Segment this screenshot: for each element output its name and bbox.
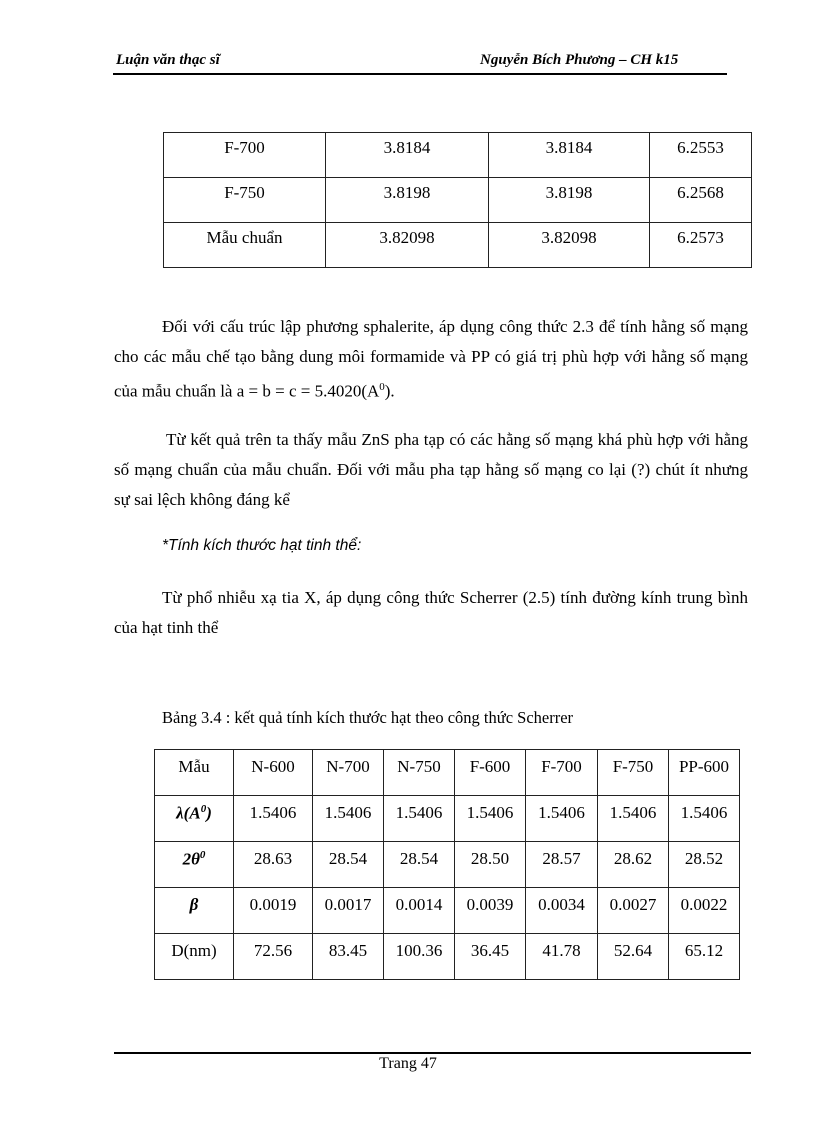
header-left: Luận văn thạc sĩ (116, 52, 220, 68)
lambda-symbol: λ(A (176, 803, 201, 823)
theta-symbol: 2θ (182, 849, 200, 869)
subheading: *Tính kích thước hạt tinh thể: (162, 537, 362, 554)
table-cell: 1.5406 (526, 796, 598, 842)
superscript: 0 (200, 803, 207, 815)
lambda-symbol-end: ) (206, 803, 212, 823)
table-cell: 72.56 (234, 934, 313, 980)
table-cell: 3.8198 (489, 178, 650, 223)
column-header: N-700 (313, 750, 384, 796)
table-cell: 28.52 (669, 842, 740, 888)
table-cell: 0.0017 (313, 888, 384, 934)
table-cell: 3.82098 (326, 223, 489, 268)
row-label-lambda (155, 796, 234, 842)
row-label-beta (155, 888, 234, 934)
footer-divider (114, 1052, 751, 1054)
table-cell: 65.12 (669, 934, 740, 980)
column-header: F-700 (526, 750, 598, 796)
table-cell: 83.45 (313, 934, 384, 980)
table-cell: 1.5406 (384, 796, 455, 842)
table-cell: 28.63 (234, 842, 313, 888)
page-number: Trang 47 (379, 1055, 437, 1072)
table-cell: 0.0014 (384, 888, 455, 934)
table-row (164, 133, 752, 178)
column-header: PP-600 (669, 750, 740, 796)
table-cell: 0.0019 (234, 888, 313, 934)
table-row (164, 223, 752, 268)
table-cell: F-700 (164, 133, 326, 178)
paragraph-result: Từ kết quả trên ta thấy mẫu ZnS pha tạp có các hằng số mạng khá phù hợp với hằng số mạng chuẩn của mẫu chuẩn. Đối với mẫu pha tạp hằng số mạng co lại (?) chút ít nhưng sự sai lệch không đáng kể (114, 430, 748, 509)
table-row (155, 842, 740, 888)
column-header: F-750 (598, 750, 669, 796)
table-cell: 1.5406 (669, 796, 740, 842)
column-header: F-600 (455, 750, 526, 796)
table-cell: 1.5406 (234, 796, 313, 842)
table-row (155, 796, 740, 842)
table-cell: F-750 (164, 178, 326, 223)
table-cell: 0.0034 (526, 888, 598, 934)
paragraph-text: Đối với cấu trúc lập phương sphalerite, áp dụng công thức 2.3 để tính hằng số mạng cho các mẫu chế tạo bằng dung môi formamide và PP có giá trị phù hợp với hằng số mạng của mẫu chuẩn là a = b = c = 5.4020(A (114, 317, 748, 401)
table-cell: 28.57 (526, 842, 598, 888)
paragraph-scherrer: Từ phổ nhiễu xạ tia X, áp dụng công thức Scherrer (2.5) tính đường kính trung bình của hạt tinh thể (114, 588, 748, 637)
crystal-size-table (154, 749, 740, 980)
table-cell: 100.36 (384, 934, 455, 980)
table-cell: 0.0022 (669, 888, 740, 934)
table-cell: 28.50 (455, 842, 526, 888)
column-header: N-750 (384, 750, 455, 796)
column-header: N-600 (234, 750, 313, 796)
superscript: 0 (199, 849, 206, 861)
table-caption: Bảng 3.4 : kết quả tính kích thước hạt theo công thức Scherrer (162, 708, 574, 727)
table-cell: 28.62 (598, 842, 669, 888)
lattice-constant-table (163, 132, 752, 268)
table-cell: Mẫu chuẩn (164, 223, 326, 268)
row-label-theta (155, 842, 234, 888)
header-right: Nguyễn Bích Phương – CH k15 (480, 52, 679, 68)
table-cell: 0.0027 (598, 888, 669, 934)
table-header-row (155, 750, 740, 796)
table-cell: 6.2573 (650, 223, 752, 268)
table-cell: 1.5406 (313, 796, 384, 842)
paragraph-text-end: ). (384, 381, 395, 401)
table-cell: 0.0039 (455, 888, 526, 934)
table-cell: 3.82098 (489, 223, 650, 268)
column-header: Mẫu (155, 750, 234, 796)
table-cell: 1.5406 (455, 796, 526, 842)
table-cell: 41.78 (526, 934, 598, 980)
table-cell: 6.2553 (650, 133, 752, 178)
table-row (155, 934, 740, 980)
table-cell: 3.8198 (326, 178, 489, 223)
header-divider (113, 73, 727, 75)
table-cell: 28.54 (384, 842, 455, 888)
beta-symbol: β (189, 895, 199, 914)
table-row (164, 178, 752, 223)
table-cell: 52.64 (598, 934, 669, 980)
table-cell: 36.45 (455, 934, 526, 980)
superscript: 0 (379, 381, 385, 393)
table-cell: 28.54 (313, 842, 384, 888)
table-cell: 1.5406 (598, 796, 669, 842)
row-label-diameter: D(nm) (155, 934, 234, 980)
table-cell: 3.8184 (489, 133, 650, 178)
paragraph-lattice (114, 312, 748, 407)
table-cell: 6.2568 (650, 178, 752, 223)
table-cell: 3.8184 (326, 133, 489, 178)
table-row (155, 888, 740, 934)
